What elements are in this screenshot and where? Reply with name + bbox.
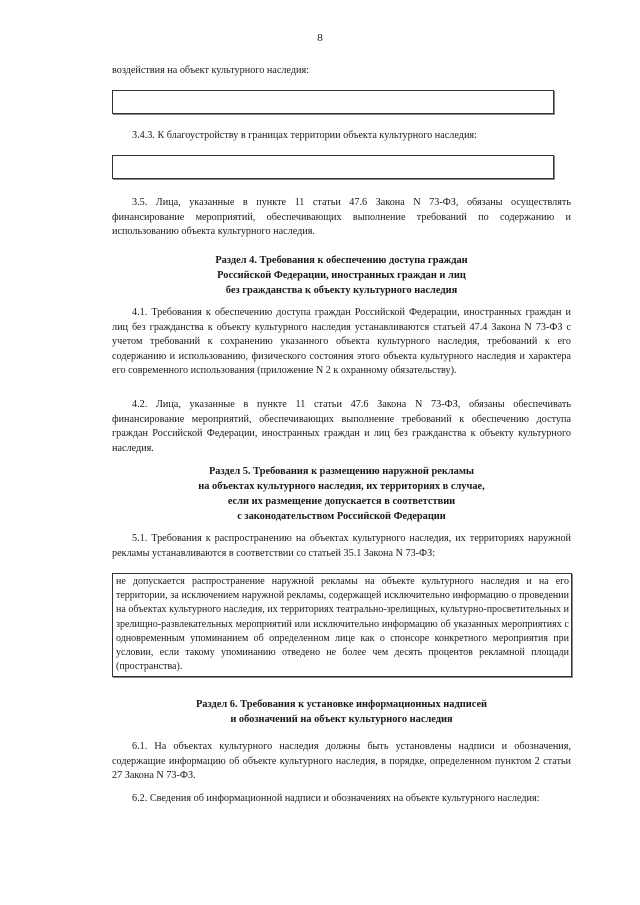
section-5-heading-line: если их размещение допускается в соответствии xyxy=(227,496,456,507)
section-5-heading xyxy=(112,464,571,524)
clause-3-5: 3.5. Лица, указанные в пункте 11 статьи 47.6 Закона N 73-ФЗ, обязаны осуществлять финансирование мероприятий, обеспечивающих выполнение требований по содержанию и использованию объекта культурного наследия. xyxy=(112,197,571,238)
clause-4-2: 4.2. Лица, указанные в пункте 11 статьи 47.6 Закона N 73-ФЗ, обязаны обеспечивать финансирование мероприятий, обеспечивающих выполнение требований к обеспечению доступа граждан Российской Федерации, иностранных граждан и лиц без гражданства к объекту культурного наследия. xyxy=(112,399,571,454)
section-4-heading-line: без гражданства к объекту культурного наследия xyxy=(225,285,458,296)
empty-field-box-impact xyxy=(112,90,554,114)
section-4-heading-line: Российской Федерации, иностранных граждан и лиц xyxy=(217,270,466,281)
section-6-heading-line: Раздел 6. Требования к установке информационных надписей xyxy=(195,699,488,710)
clause-6-2: 6.2. Сведения об информационной надписи и обозначениях на объекте культурного наследия: xyxy=(132,793,540,804)
top-line-text: воздействия на объект культурного наследия: xyxy=(112,65,309,76)
section-5-heading-line: на объектах культурного наследия, их территориях в случае, xyxy=(198,481,485,492)
section-4-heading xyxy=(112,253,571,298)
clause-5-1: 5.1. Требования к распространению на объектах культурного наследия, их территориях наружной рекламы устанавливаются в соответствии со статьей 35.1 Закона N 73-ФЗ: xyxy=(112,533,571,559)
clause-4-1: 4.1. Требования к обеспечению доступа граждан Российской Федерации, иностранных граждан и лиц без гражданства к объекту культурного наследия устанавливаются статьей 47.4 Закона N 73-ФЗ с учетом требований к сохранению указанного объекта культурного наследия, требований к его содержанию и использованию, физического состояния этого объекта культурного наследия и характера его современного использования (приложение N 2 к охранному обязательству). xyxy=(112,307,571,377)
section-5-heading-line: с законодательством Российской Федерации xyxy=(237,511,446,522)
section-4-heading-line: Раздел 4. Требования к обеспечению доступа граждан xyxy=(215,255,468,266)
clause-6-1: 6.1. На объектах культурного наследия должны быть установлены надписи и обозначения, содержащие информацию об объекте культурного наследия, в порядке, определенном пунктом 2 статьи 27 Закона N 73-ФЗ. xyxy=(112,741,571,782)
empty-field-box-landscaping xyxy=(112,155,554,179)
clause-3-4-3: 3.4.3. К благоустройству в границах территории объекта культурного наследия: xyxy=(132,130,477,141)
advertising-restriction-box: не допускается распространение наружной рекламы на объекте культурного наследия и на его территории, за исключением наружной рекламы, содержащей исключительно информацию о проведении на объектах культурного наследия, их территориях театрально-зрелищных, культурно-просветительных и зрелищно-развлекательных мероприятий или исключительно информацию об указанных мероприятиях с одновременным упоминанием об определенном лице как о спонсоре конкретного мероприятия при условии, если такому упоминанию отведено не более чем десять процентов рекламной площади (пространства). xyxy=(112,573,572,677)
section-5-heading-line: Раздел 5. Требования к размещению наружной рекламы xyxy=(208,466,475,477)
page-number: 8 xyxy=(317,32,323,44)
section-6-heading xyxy=(112,697,571,727)
section-6-heading-line: и обозначений на объект культурного наследия xyxy=(230,714,453,725)
